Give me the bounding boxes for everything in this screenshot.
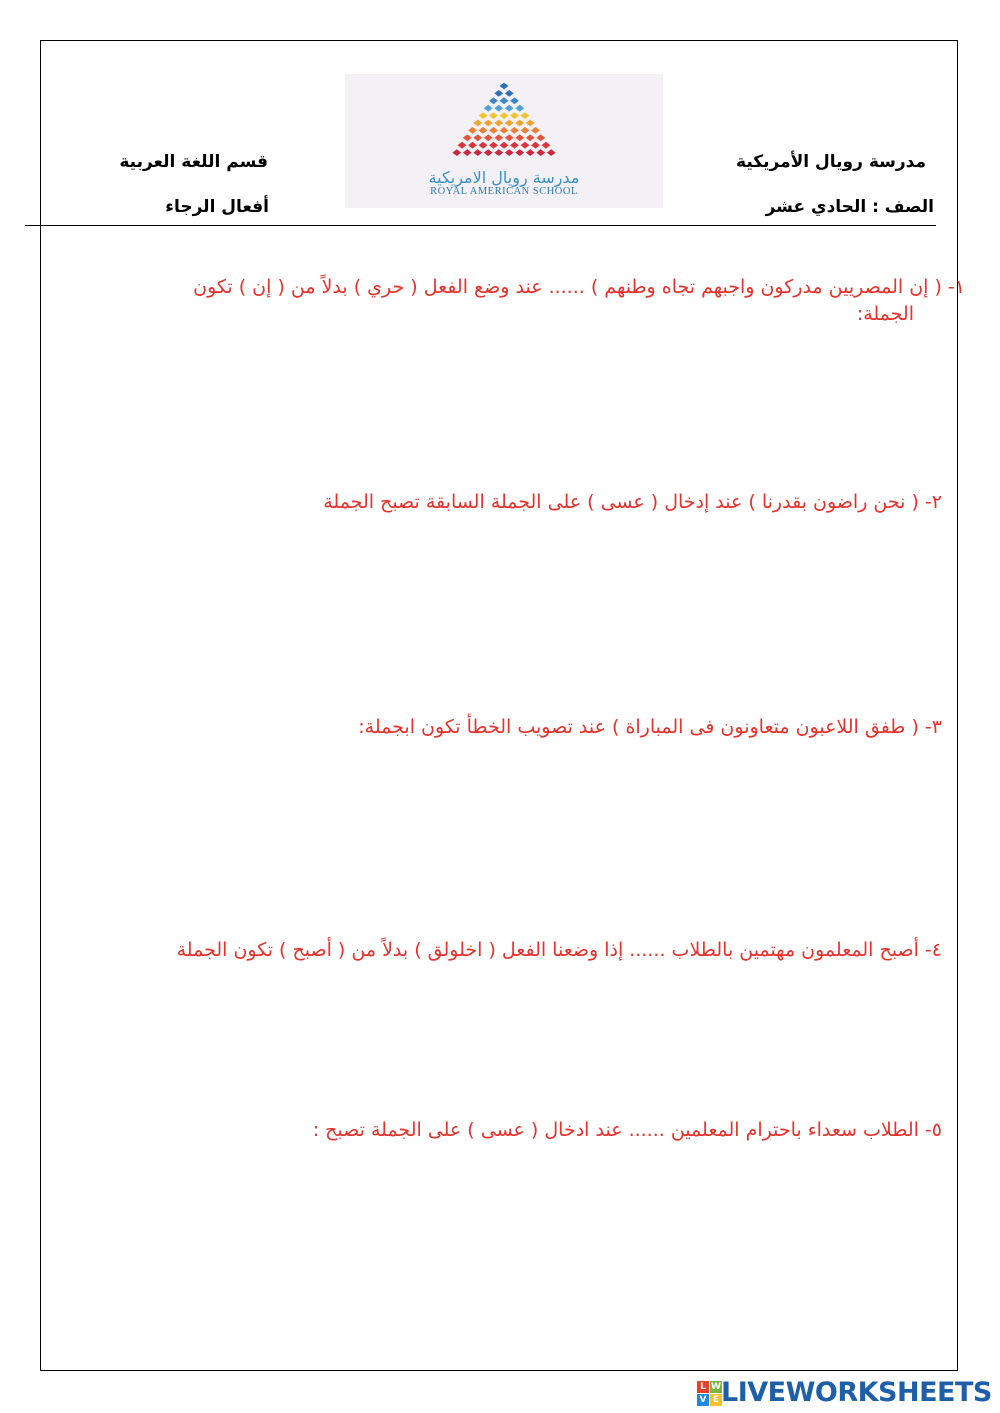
badge-letter-l: L [697, 1381, 709, 1393]
logo-tile [484, 149, 493, 156]
logo-tile [473, 134, 482, 141]
question-1-line-1: ١- ( إن المصريين مدركون واجبهم تجاه وطنهم ) ...... عند وضع الفعل ( حري ) بدلاً من ( إن ) تكون [193, 276, 965, 298]
logo-tile [484, 120, 493, 127]
logo-tile [463, 134, 472, 141]
question-4: ٤- أصبح المعلمون مهتمين بالطلاب ...... إذا وضعنا الفعل ( اخلولق ) بدلاً من ( أصبح ) تكون الجملة [176, 939, 942, 961]
logo-tile [473, 120, 482, 127]
question-2: ٢- ( نحن راضون بقدرنا ) عند إدخال ( عسى ) على الجملة السابقة تصبح الجملة [323, 491, 942, 513]
logo-tile [505, 134, 514, 141]
logo-tile [500, 127, 509, 134]
logo-tile [510, 112, 519, 119]
logo-tile [536, 149, 545, 156]
question-1-line-2: الجملة: [856, 303, 914, 325]
logo-tile [510, 97, 519, 104]
logo-tile [494, 120, 503, 127]
question-3: ٣- ( طفق اللاعبون متعاونون فى المباراة ) عند تصويب الخطأ تكون ابجملة: [358, 716, 942, 738]
liveworksheets-logo-badge [697, 1381, 723, 1407]
logo-english-name: ROYAL AMERICAN SCHOOL [430, 186, 578, 197]
logo-tile [515, 134, 524, 141]
liveworksheets-brand-text: LIVEWORKSHEETS [721, 1377, 992, 1408]
logo-tile [452, 149, 461, 156]
logo-tile [521, 127, 530, 134]
logo-tile [515, 149, 524, 156]
logo-tile [526, 120, 535, 127]
logo-tile [500, 83, 509, 90]
lesson-title: أفعال الرجاء [165, 197, 269, 217]
logo-tile [468, 127, 477, 134]
logo-tile [521, 142, 530, 149]
logo-tile [500, 112, 509, 119]
logo-tile [468, 142, 477, 149]
logo-tile [510, 142, 519, 149]
logo-tile [494, 105, 503, 112]
logo-tile [473, 149, 482, 156]
header-divider [25, 225, 936, 226]
logo-tile [479, 112, 488, 119]
logo-tile [489, 127, 498, 134]
logo-tile [536, 134, 545, 141]
department-label: قسم اللغة العربية [119, 152, 268, 172]
logo-tile [510, 127, 519, 134]
logo-tile [526, 134, 535, 141]
logo-arabic-name: مدرسة رويال الامريكية [428, 168, 580, 187]
logo-tile [500, 97, 509, 104]
logo-tile [484, 105, 493, 112]
logo-tile [531, 142, 540, 149]
logo-tile [479, 142, 488, 149]
logo-tile [500, 142, 509, 149]
school-logo [345, 74, 663, 208]
logo-tile [489, 112, 498, 119]
logo-tile [484, 134, 493, 141]
logo-tile [505, 149, 514, 156]
logo-tile [515, 105, 524, 112]
grade-label: الصف : الحادي عشر [765, 197, 934, 217]
logo-tile [505, 90, 514, 97]
logo-tile [542, 142, 551, 149]
logo-tile [515, 120, 524, 127]
logo-tile [526, 149, 535, 156]
question-5: ٥- الطلاب سعداء باحترام المعلمين ...... عند ادخال ( عسى ) على الجملة تصبح : [312, 1119, 942, 1141]
logo-tile [494, 149, 503, 156]
logo-tile [547, 149, 556, 156]
badge-letter-v: V [697, 1394, 709, 1406]
logo-tile [531, 127, 540, 134]
logo-tile [494, 134, 503, 141]
logo-tile [521, 112, 530, 119]
logo-tile [489, 142, 498, 149]
logo-tile [458, 142, 467, 149]
logo-tile [479, 127, 488, 134]
badge-letter-w: W [711, 1382, 721, 1392]
logo-tile [463, 149, 472, 156]
logo-tile [494, 90, 503, 97]
school-name: مدرسة رويال الأمريكية [736, 152, 926, 172]
liveworksheets-watermark [697, 1378, 997, 1408]
logo-tile [505, 120, 514, 127]
logo-tile [505, 105, 514, 112]
worksheet-frame [40, 40, 958, 1371]
badge-letter-e: E [710, 1394, 722, 1406]
question-1 [193, 274, 965, 328]
logo-tile [489, 97, 498, 104]
